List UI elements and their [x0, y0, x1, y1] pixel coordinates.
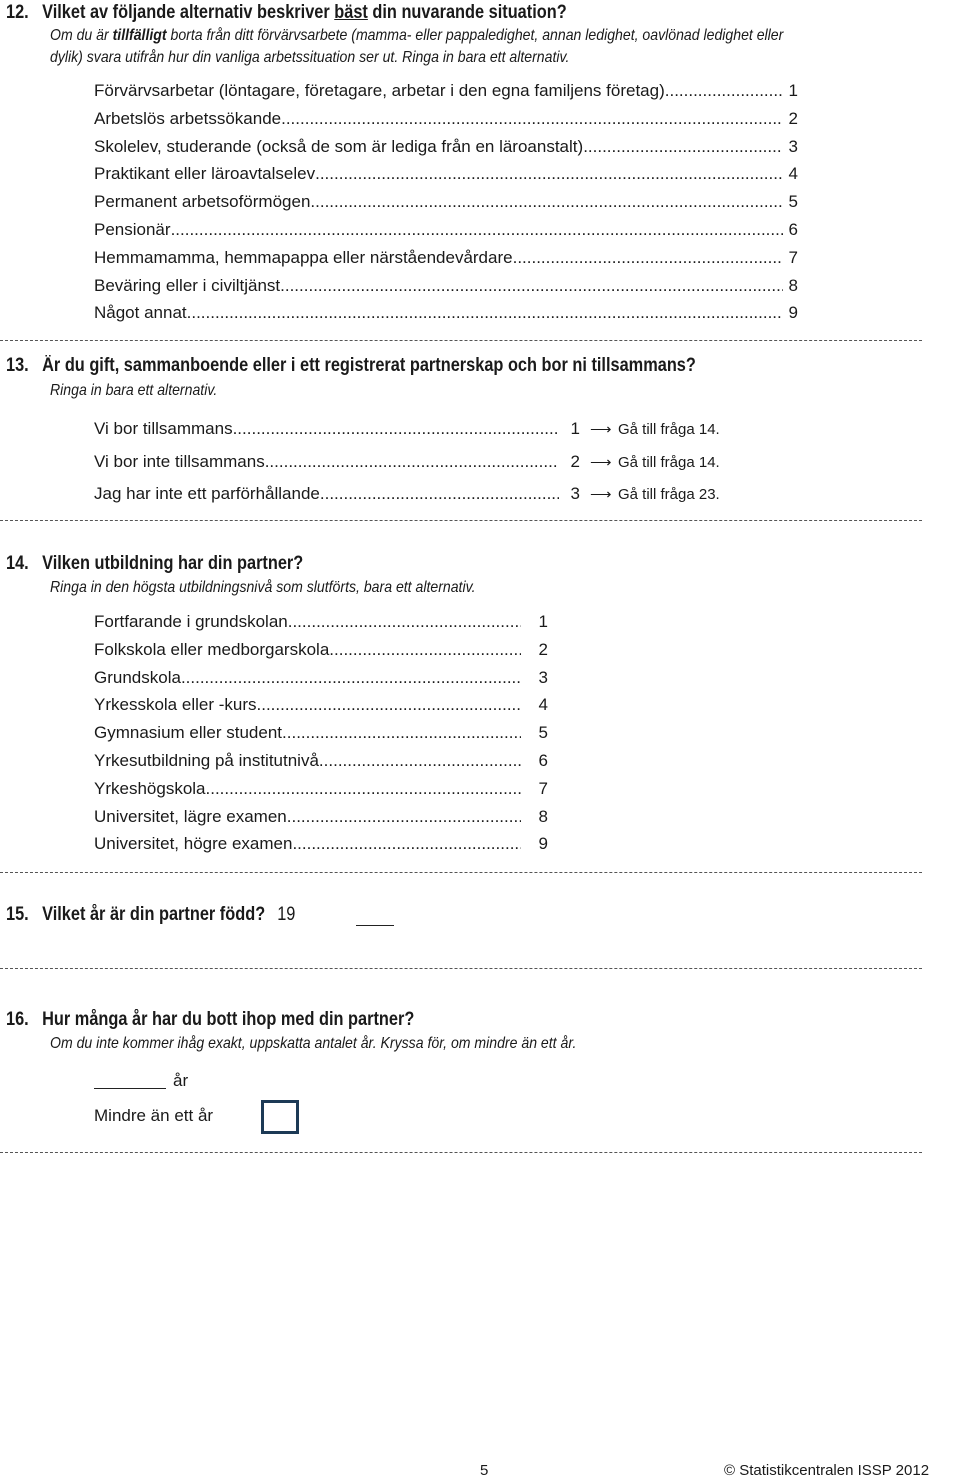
- answer-option[interactable]: [94, 640, 548, 660]
- answer-option[interactable]: [94, 834, 548, 854]
- arrow-right-icon: ⟶: [590, 421, 612, 438]
- goto-instruction: [590, 485, 720, 503]
- q12-title-emph: bäst: [334, 2, 368, 23]
- leader-dots: [288, 612, 521, 632]
- option-label: Pensionär: [94, 220, 171, 239]
- q13-title: [6, 355, 696, 377]
- q16-title: [6, 1009, 414, 1031]
- option-label: Grundskola: [94, 667, 181, 687]
- option-code[interactable]: 7: [788, 247, 798, 267]
- answer-option[interactable]: [94, 807, 548, 827]
- q13-number: 13.: [6, 355, 29, 376]
- goto-text: Gå till fråga 23.: [618, 486, 720, 503]
- answer-option[interactable]: [94, 484, 580, 504]
- separator: [0, 340, 922, 341]
- option-code[interactable]: 3: [538, 667, 548, 687]
- option-code[interactable]: 3: [788, 136, 798, 156]
- option-label: Skolelev, studerande (också de som är lediga från en läroanstalt): [94, 136, 584, 156]
- option-code[interactable]: 4: [788, 164, 798, 184]
- q13-title-text: Är du gift, sammanboende eller i ett registrerat partnerskap och bor ni tillsammans?: [42, 355, 696, 376]
- q16-less-than-year-label: Mindre än ett år: [94, 1106, 214, 1125]
- leader-dots: [233, 419, 559, 439]
- goto-instruction: [590, 453, 720, 471]
- option-code[interactable]: 6: [538, 751, 548, 770]
- option-code[interactable]: 6: [788, 220, 798, 239]
- leader-dots: [265, 452, 559, 472]
- answer-option[interactable]: [94, 779, 548, 799]
- q12-instruction-line2: dylik) svara utifrån hur din vanliga arbetssituation ser ut. Ringa in bara ett alternativ.: [50, 49, 570, 66]
- leader-dots: [257, 695, 521, 715]
- q13-instruction: Ringa in bara ett alternativ.: [50, 382, 218, 399]
- option-code[interactable]: 7: [538, 778, 548, 798]
- leader-dots: [315, 164, 782, 184]
- q16-years-input[interactable]: [94, 1088, 166, 1089]
- answer-option[interactable]: [94, 695, 548, 715]
- option-label: Gymnasium eller student: [94, 723, 283, 743]
- option-code[interactable]: 9: [788, 303, 798, 323]
- goto-text: Gå till fråga 14.: [618, 453, 720, 471]
- separator: [0, 968, 922, 969]
- option-code[interactable]: 8: [788, 275, 798, 295]
- answer-option[interactable]: [94, 81, 798, 101]
- goto-instruction: [590, 420, 720, 438]
- option-code[interactable]: 2: [570, 451, 580, 471]
- leader-dots: [281, 109, 782, 129]
- option-code[interactable]: 2: [538, 639, 548, 659]
- answer-option[interactable]: [94, 248, 798, 268]
- leader-dots: [181, 668, 521, 688]
- q12-title-part2: din nuvarande situation?: [367, 2, 567, 23]
- option-label: Jag har inte ett parförhållande: [94, 484, 320, 503]
- answer-option[interactable]: [94, 192, 798, 212]
- separator: [0, 872, 922, 873]
- q16-number: 16.: [6, 1009, 29, 1030]
- answer-option[interactable]: [94, 164, 798, 184]
- answer-option[interactable]: [94, 452, 580, 472]
- q12-title: [6, 2, 567, 24]
- q15-title: [6, 904, 295, 926]
- q15-year-input[interactable]: [356, 925, 394, 926]
- leader-dots: [320, 484, 559, 504]
- option-code[interactable]: 5: [538, 723, 548, 743]
- answer-option[interactable]: [94, 109, 798, 129]
- q12-instr-part1: Om du är: [50, 27, 113, 44]
- answer-option[interactable]: [94, 723, 548, 743]
- answer-option[interactable]: [94, 751, 548, 771]
- q15-number: 15.: [6, 904, 29, 925]
- option-label: Vi bor tillsammans: [94, 419, 233, 438]
- answer-option[interactable]: [94, 612, 548, 632]
- q12-instr-emph: tillfälligt: [112, 27, 167, 44]
- option-code[interactable]: 1: [538, 612, 548, 631]
- leader-dots: [665, 81, 783, 101]
- option-label: Folkskola eller medborgarskola: [94, 639, 330, 659]
- leader-dots: [206, 779, 521, 799]
- q12-instruction: [50, 26, 783, 46]
- q14-title-text: Vilken utbildning har din partner?: [42, 553, 304, 574]
- option-label: Yrkeshögskola: [94, 778, 206, 798]
- option-code[interactable]: 4: [538, 695, 548, 715]
- option-code[interactable]: 8: [538, 806, 548, 826]
- footer-copyright: © Statistikcentralen ISSP 2012: [724, 1462, 930, 1479]
- leader-dots: [292, 834, 520, 854]
- leader-dots: [319, 751, 521, 771]
- q12-number: 12.: [6, 2, 29, 23]
- q16-instruction: Om du inte kommer ihåg exakt, uppskatta antalet år. Kryssa för, om mindre än ett år.: [50, 1035, 577, 1052]
- option-label: Yrkesskola eller -kurs: [94, 695, 257, 715]
- option-code[interactable]: 1: [570, 419, 580, 438]
- arrow-right-icon: ⟶: [590, 453, 612, 471]
- answer-option[interactable]: [94, 137, 798, 157]
- q14-number: 14.: [6, 553, 29, 574]
- option-label: Praktikant eller läroavtalselev: [94, 164, 316, 184]
- leader-dots: [187, 303, 783, 323]
- q12-title-part1: Vilket av följande alternativ beskriver: [42, 2, 335, 23]
- answer-option[interactable]: [94, 220, 798, 240]
- option-label: Universitet, lägre examen: [94, 806, 287, 826]
- q16-title-text: Hur många år har du bott ihop med din partner?: [42, 1009, 415, 1030]
- leader-dots: [280, 276, 782, 296]
- option-label: Yrkesutbildning på institutnivå: [94, 751, 319, 770]
- leader-dots: [171, 220, 783, 240]
- q15-year-prefix: 19: [277, 904, 296, 925]
- leader-dots: [583, 137, 782, 157]
- option-label: Permanent arbetsoförmögen: [94, 192, 311, 212]
- page-number: 5: [480, 1462, 489, 1479]
- option-label: Fortfarande i grundskolan: [94, 612, 288, 631]
- option-label: Hemmamamma, hemmapappa eller närståendevårdare: [94, 247, 513, 267]
- q15-title-text: Vilket år är din partner född?: [42, 904, 266, 925]
- option-code[interactable]: 2: [788, 108, 798, 128]
- option-code[interactable]: 5: [788, 192, 798, 212]
- leader-dots: [287, 807, 521, 827]
- option-label: Beväring eller i civiltjänst: [94, 275, 281, 295]
- option-code[interactable]: 1: [788, 81, 798, 100]
- option-label: Något annat: [94, 303, 187, 323]
- separator: [0, 520, 922, 521]
- answer-option[interactable]: [94, 276, 798, 296]
- goto-text: Gå till fråga 14.: [618, 421, 720, 438]
- option-code[interactable]: 9: [538, 834, 548, 854]
- q14-title: [6, 553, 303, 575]
- q12-instr-part2: borta från ditt förvärvsarbete (mamma- eller pappaledighet, annan ledighet, oavlönad ledighet eller: [166, 27, 784, 44]
- arrow-right-icon: ⟶: [590, 486, 612, 503]
- option-label: Universitet, högre examen: [94, 834, 293, 854]
- answer-option[interactable]: [94, 303, 798, 323]
- option-label: Arbetslös arbetssökande: [94, 108, 282, 128]
- answer-option[interactable]: [94, 668, 548, 688]
- option-label: Förvärvsarbetar (löntagare, företagare, arbetar i den egna familjens företag): [94, 81, 665, 100]
- option-label: Vi bor inte tillsammans: [94, 451, 265, 471]
- q14-instruction: Ringa in den högsta utbildningsnivå som slutförts, bara ett alternativ.: [50, 579, 476, 596]
- less-than-year-checkbox[interactable]: [261, 1100, 299, 1134]
- option-code[interactable]: 3: [570, 484, 580, 503]
- leader-dots: [329, 640, 520, 660]
- answer-option[interactable]: [94, 419, 580, 439]
- leader-dots: [513, 248, 783, 268]
- q16-years-unit: år: [173, 1071, 189, 1090]
- leader-dots: [282, 723, 521, 743]
- separator: [0, 1152, 922, 1153]
- leader-dots: [310, 192, 782, 212]
